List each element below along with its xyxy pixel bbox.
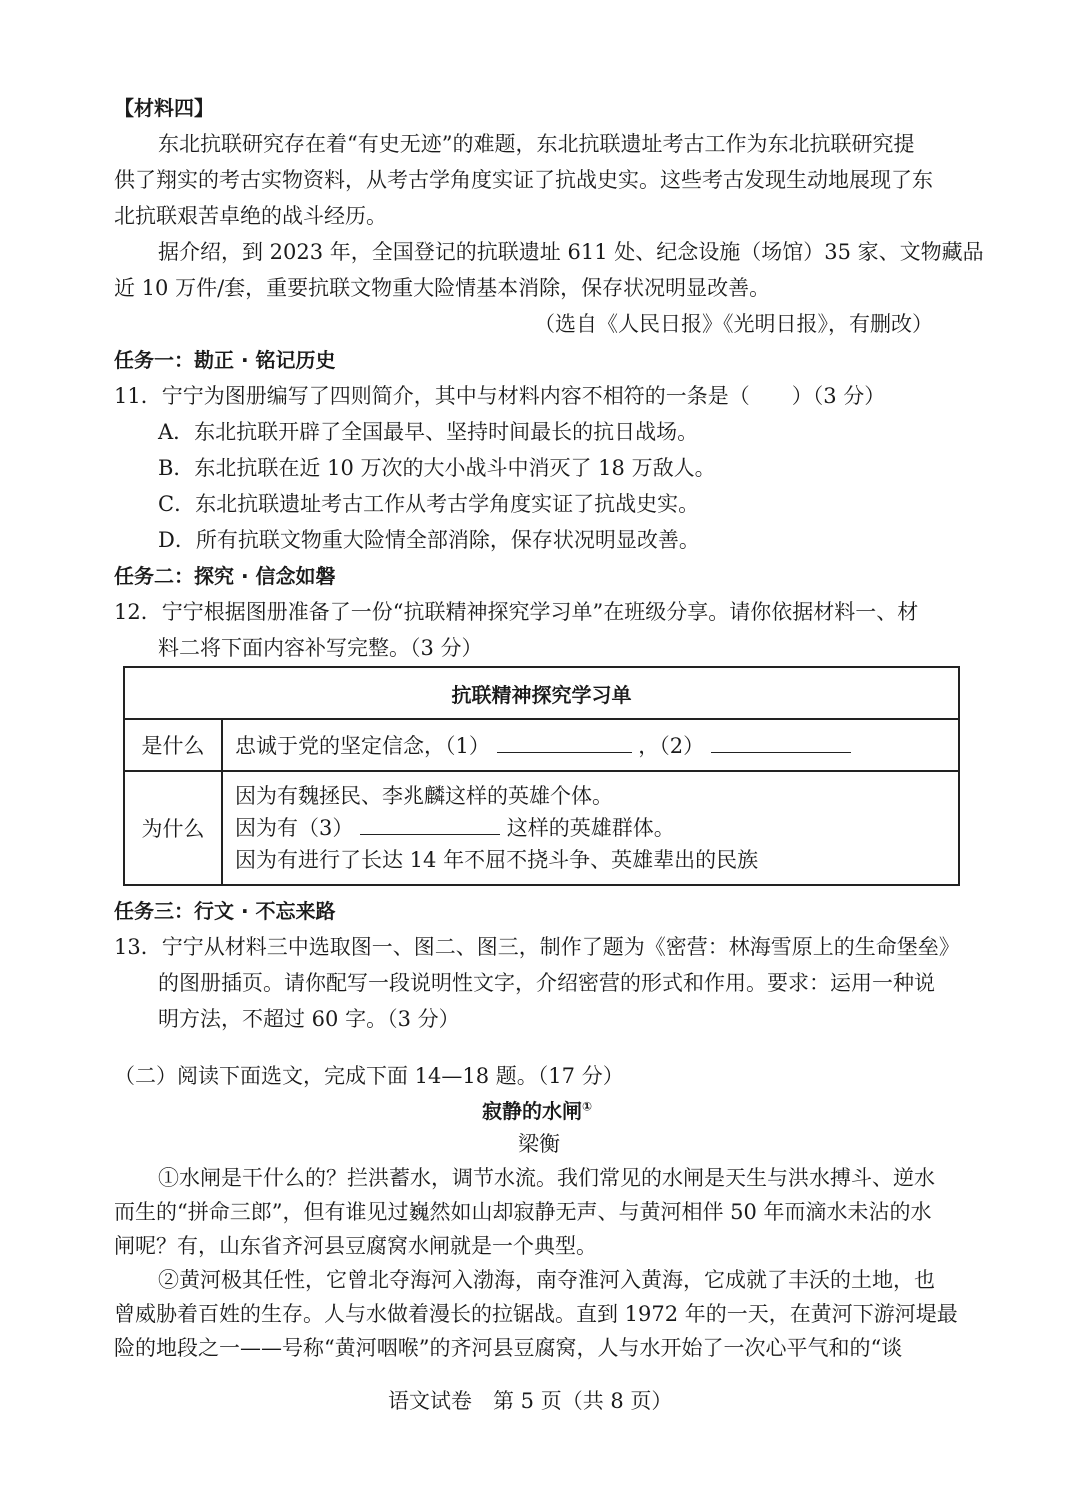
study-sheet-table xyxy=(123,666,960,886)
row-what-text: 忠诚于党的坚定信念，（1） xyxy=(235,734,490,758)
material4-p1-line2: 供了翔实的考古实物资料，从考古学角度实证了抗战史实。这些考古发现生动地展现了东 xyxy=(114,168,933,192)
article-author: 梁衡 xyxy=(518,1132,560,1156)
page-footer: 语文试卷 第 5 页（共 8 页） xyxy=(388,1389,673,1413)
article-para1-line3: 闸呢？有，山东省齐河县豆腐窝水闸就是一个典型。 xyxy=(114,1234,597,1258)
material4-p1-line1: 东北抗联研究存在着“有史无迹”的难题，东北抗联遗址考古工作为东北抗联研究提 xyxy=(158,132,915,156)
article-para1-line1: ①水闸是干什么的？拦洪蓄水，调节水流。我们常见的水闸是天生与洪水搏斗、逆水 xyxy=(158,1166,935,1190)
q11-option-c: C．东北抗联遗址考古工作从考古学角度实证了抗战史实。 xyxy=(158,492,700,516)
article-para2-line2: 曾威胁着百姓的生存。人与水做着漫长的拉锯战。直到 1972 年的一天，在黄河下游河堤最 xyxy=(114,1302,958,1326)
question-12-line2: 料二将下面内容补写完整。（3 分） xyxy=(158,636,483,660)
article-para1-line2: 而生的“拼命三郎”，但有谁见过巍然如山却寂静无声、与黄河相伴 50 年而滴水未沾的水 xyxy=(114,1200,932,1224)
study-sheet-title: 抗联精神探究学习单 xyxy=(124,667,959,719)
task3-heading: 任务三：行文 · 不忘来路 xyxy=(114,899,336,923)
section2-intro: （二）阅读下面选文，完成下面 14—18 题。（17 分） xyxy=(114,1064,624,1088)
why-line-2b: 这样的英雄群体。 xyxy=(506,816,675,840)
row-what-content xyxy=(222,719,959,771)
why-line-1: 因为有魏拯民、李兆麟这样的英雄个体。 xyxy=(235,784,613,808)
question-12-line1: 12．宁宁根据图册准备了一份“抗联精神探究学习单”在班级分享。请你依据材料一、材 xyxy=(114,600,919,624)
material4-p2-line2: 近 10 万件/套，重要抗联文物重大险情基本消除，保存状况明显改善。 xyxy=(114,276,771,300)
task2-heading: 任务二：探究 · 信念如磐 xyxy=(114,564,336,588)
row-label-what: 是什么 xyxy=(124,719,222,771)
q11-option-d: D．所有抗联文物重大险情全部消除，保存状况明显改善。 xyxy=(158,528,700,552)
question-13-line1: 13．宁宁从材料三中选取图一、图二、图三，制作了题为《密营：林海雪原上的生命堡垒》 xyxy=(114,935,960,959)
task1-heading: 任务一：勘正 · 铭记历史 xyxy=(114,348,336,372)
why-line-2a: 因为有（3） xyxy=(235,816,354,840)
q11-option-b: B．东北抗联在近 10 万次的大小战斗中消灭了 18 万敌人。 xyxy=(158,456,716,480)
question-11: 11．宁宁为图册编写了四则简介，其中与材料内容不相符的一条是（ ）（3 分） xyxy=(114,384,886,408)
blank-1[interactable] xyxy=(497,732,632,753)
title-footnote-mark: ① xyxy=(582,1099,593,1114)
article-para2-line1: ②黄河极其任性，它曾北夺海河入渤海，南夺淮河入黄海，它成就了丰沃的土地，也 xyxy=(158,1268,935,1292)
material4-p2-line1: 据介绍，到 2023 年，全国登记的抗联遗址 611 处、纪念设施（场馆）35 家、文物藏品 xyxy=(158,240,984,264)
material4-source: （选自《人民日报》《光明日报》，有删改） xyxy=(534,312,933,336)
question-13-line3: 明方法，不超过 60 字。（3 分） xyxy=(158,1007,460,1031)
blank-2[interactable] xyxy=(711,732,851,753)
q11-option-a: A．东北抗联开辟了全国最早、坚持时间最长的抗日战场。 xyxy=(158,420,699,444)
article-para2-line3: 险的地段之一——号称“黄河咽喉”的齐河县豆腐窝，人与水开始了一次心平气和的“谈 xyxy=(114,1336,903,1360)
why-line-3: 因为有进行了长达 14 年不屈不挠斗争、英雄辈出的民族 xyxy=(235,848,759,872)
blank-3[interactable] xyxy=(360,814,500,835)
row-what-sep: ，（2） xyxy=(638,734,705,758)
material4-heading: 【材料四】 xyxy=(114,96,214,120)
article-title-text: 寂静的水闸 xyxy=(482,1099,582,1123)
article-title xyxy=(482,1096,592,1126)
material4-p1-line3: 北抗联艰苦卓绝的战斗经历。 xyxy=(114,204,387,228)
why-line-2 xyxy=(235,812,958,844)
row-label-why: 为什么 xyxy=(124,771,222,885)
question-13-line2: 的图册插页。请你配写一段说明性文字，介绍密营的形式和作用。要求：运用一种说 xyxy=(158,971,935,995)
row-why-content xyxy=(222,771,959,885)
